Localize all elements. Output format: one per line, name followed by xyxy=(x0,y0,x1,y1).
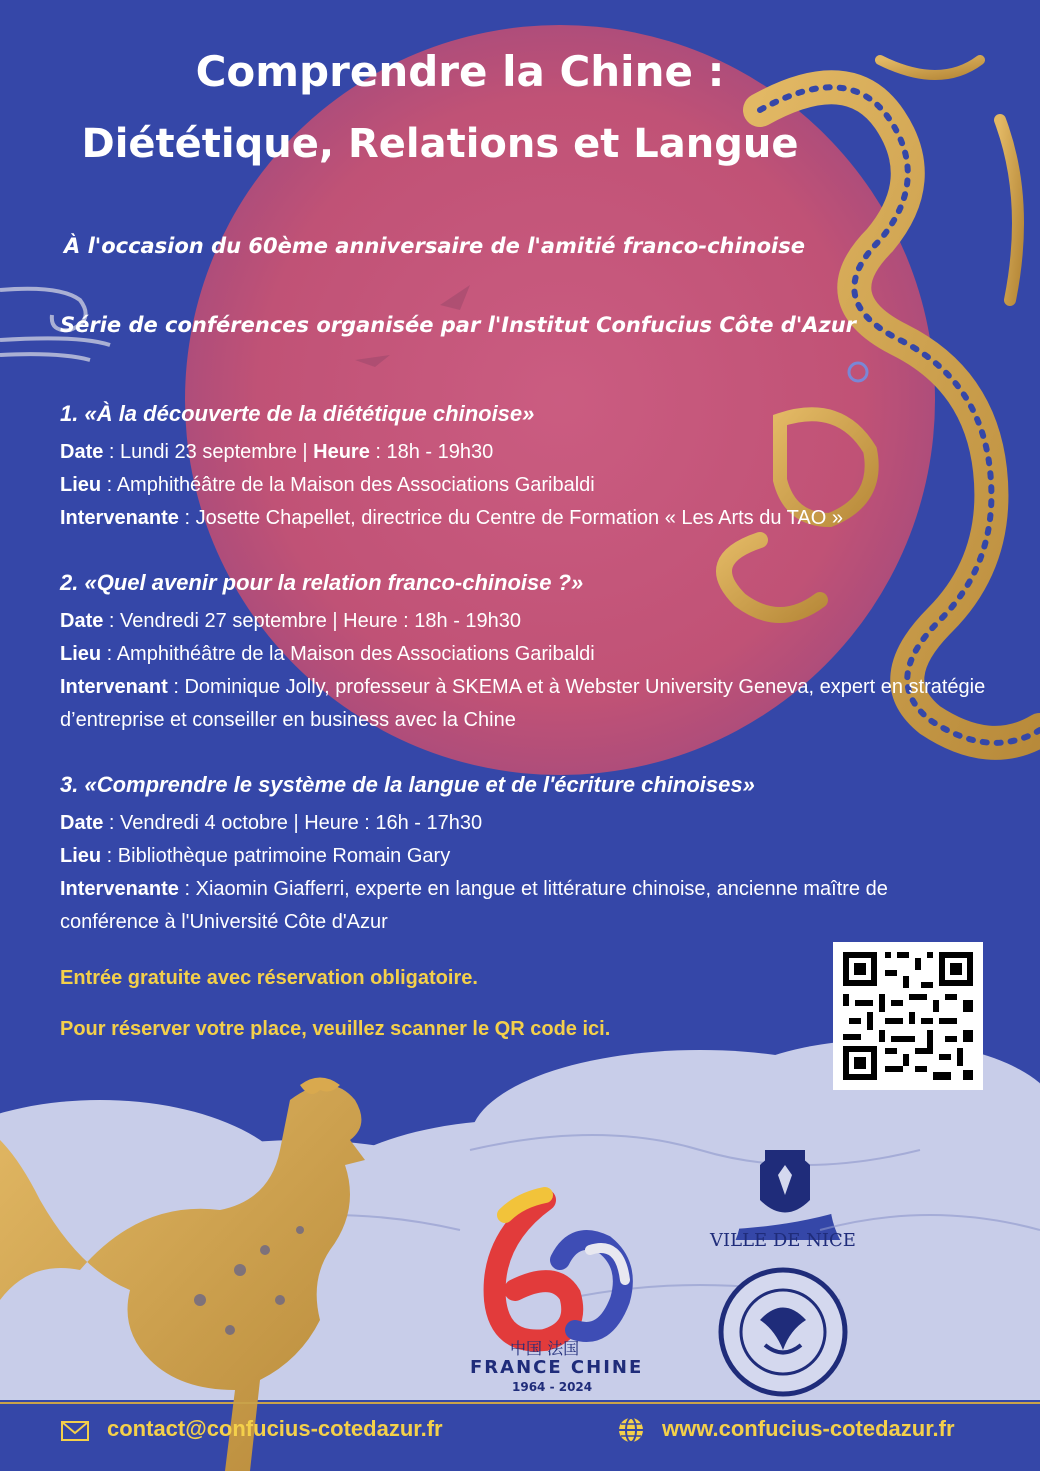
conference-date: Date : Lundi 23 septembre | Heure : 18h - 19h30 xyxy=(60,441,494,463)
conference-title: 1. «À la découverte de la diététique chinoise» xyxy=(60,401,535,426)
title-line-2: Diététique, Relations et Langue xyxy=(81,121,799,167)
globe-icon xyxy=(617,1416,645,1444)
scan-qr-instruction: Pour réserver votre place, veuillez scanner le QR code ici. xyxy=(60,1018,611,1040)
conference-location: Lieu : Amphithéâtre de la Maison des Associations Garibaldi xyxy=(60,474,595,496)
qr-code-icon xyxy=(833,942,983,1090)
conference-title: 3. «Comprendre le système de la langue et de l'écriture chinoises» xyxy=(60,772,755,797)
conference-speaker: Intervenante : Josette Chapellet, directrice du Centre de Formation « Les Arts du TAO » xyxy=(60,507,843,529)
confucius-institute-seal-icon xyxy=(721,1270,845,1394)
conference-date: Date : Vendredi 27 septembre | Heure : 18h - 19h30 xyxy=(60,610,522,632)
conference-location: Lieu : Amphithéâtre de la Maison des Associations Garibaldi xyxy=(60,643,595,665)
footer-divider xyxy=(0,1402,1040,1404)
free-entry-notice: Entrée gratuite avec réservation obligatoire. xyxy=(60,967,478,989)
footer-website-text[interactable]: www.confucius-cotedazur.fr xyxy=(662,1416,955,1441)
conference-3 xyxy=(60,771,990,939)
anniversary-countries-label: FRANCE CHINE xyxy=(470,1357,644,1378)
envelope-icon xyxy=(60,1420,90,1442)
footer-email-text[interactable]: contact@confucius-cotedazur.fr xyxy=(107,1416,443,1441)
conference-1 xyxy=(60,400,990,535)
conference-title: 2. «Quel avenir pour la relation franco-chinoise ?» xyxy=(60,570,584,595)
ville-de-nice-label: VILLE DE NICE xyxy=(710,1230,856,1251)
conference-2 xyxy=(60,569,990,737)
conference-speaker: Intervenante : Xiaomin Giafferri, experte en langue et littérature chinoise, ancienne maître de conférence à l'Université Côte d'Azur xyxy=(60,878,888,933)
anniversary-years-label: 1964 - 2024 xyxy=(512,1380,593,1394)
series-subtitle: Série de conférences organisée par l'Institut Confucius Côte d'Azur xyxy=(60,313,857,337)
reservation-qr-code[interactable] xyxy=(833,942,983,1090)
conference-location: Lieu : Bibliothèque patrimoine Romain Gary xyxy=(60,845,451,867)
occasion-subtitle: À l'occasion du 60ème anniversaire de l'amitié franco-chinoise xyxy=(64,234,805,258)
conference-speaker: Intervenant : Dominique Jolly, professeur à SKEMA et à Webster University Geneva, expert en stratégie d’entreprise et conseiller en business avec la Chine xyxy=(60,676,986,731)
conference-date: Date : Vendredi 4 octobre | Heure : 16h - 17h30 xyxy=(60,812,483,834)
anniversary-chinese-label: 中国 法国 xyxy=(510,1339,580,1358)
title-line-1: Comprendre la Chine : xyxy=(195,47,725,96)
